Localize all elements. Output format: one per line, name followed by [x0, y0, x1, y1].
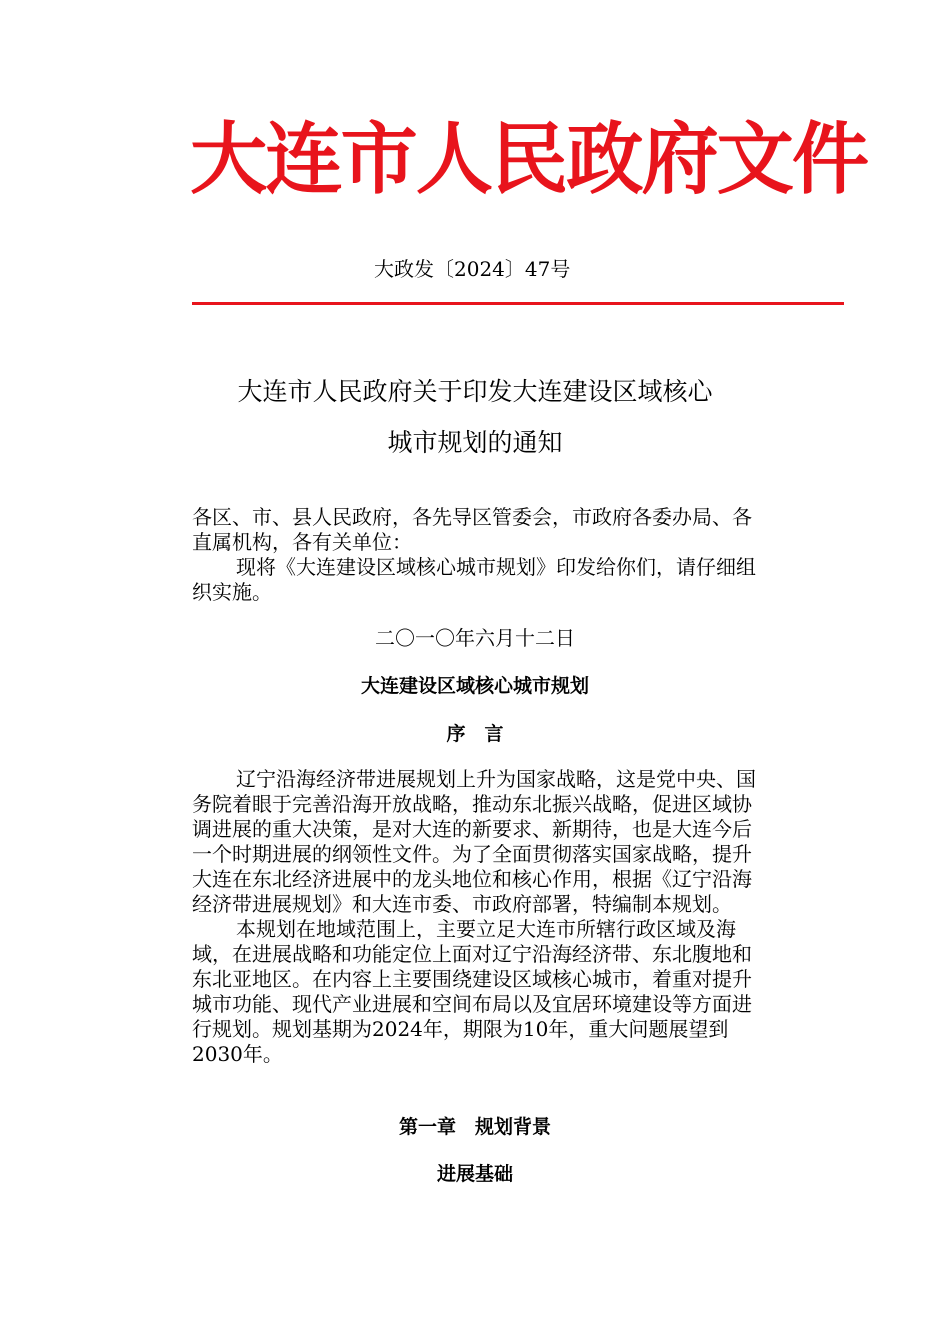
- notice-body: [192, 505, 758, 605]
- notice-body-paragraph: 现将《大连建设区域核心城市规划》印发给你们，请仔细组织实施。: [192, 555, 756, 604]
- preface-paragraph-1: 辽宁沿海经济带进展规划上升为国家战略，这是党中央、国务院着眼于完善沿海开放战略，推动东北振兴战略，促进区域协调进展的重大决策，是对大连的新要求、新期待，也是大连今后一个时期进展的纲领性文件。为了全面贯彻落实国家战略，提升大连在东北经济进展中的龙头地位和核心作用，根据《辽宁沿海经济带进展规划》和大连市委、市政府部署，特编制本规划。: [192, 767, 756, 916]
- recipients-paragraph: 各区、市、县人民政府，各先导区管委会，市政府各委办局、各直属机构，各有关单位：: [192, 505, 752, 554]
- plan-title: 大连建设区域核心城市规划: [360, 675, 589, 697]
- section-heading: 进展基础: [436, 1163, 513, 1185]
- red-divider-rule: [192, 302, 844, 305]
- notice-title-line-2: 城市规划的通知: [387, 428, 563, 457]
- org-header-title: 大连市人民政府文件: [190, 114, 868, 205]
- notice-title-line-1: 大连市人民政府关于印发大连建设区域核心: [237, 377, 713, 406]
- document-number: 大政发〔2024〕47号: [374, 257, 571, 281]
- chapter-heading: 第一章 规划背景: [398, 1116, 551, 1138]
- preface-body: [192, 767, 758, 1067]
- preface-paragraph-2: 本规划在地域范围上，主要立足大连市所辖行政区域及海域，在进展战略和功能定位上面对辽宁沿海经济带、东北腹地和东北亚地区。在内容上主要围绕建设区域核心城市，着重对提升城市功能、现代产业进展和空间布局以及宜居环境建设等方面进行规划。规划基期为2024年，期限为10年，重大问题展望到2030年。: [192, 917, 752, 1066]
- preface-heading: 序 言: [446, 723, 504, 745]
- notice-date: 二〇一〇年六月十二日: [375, 626, 575, 650]
